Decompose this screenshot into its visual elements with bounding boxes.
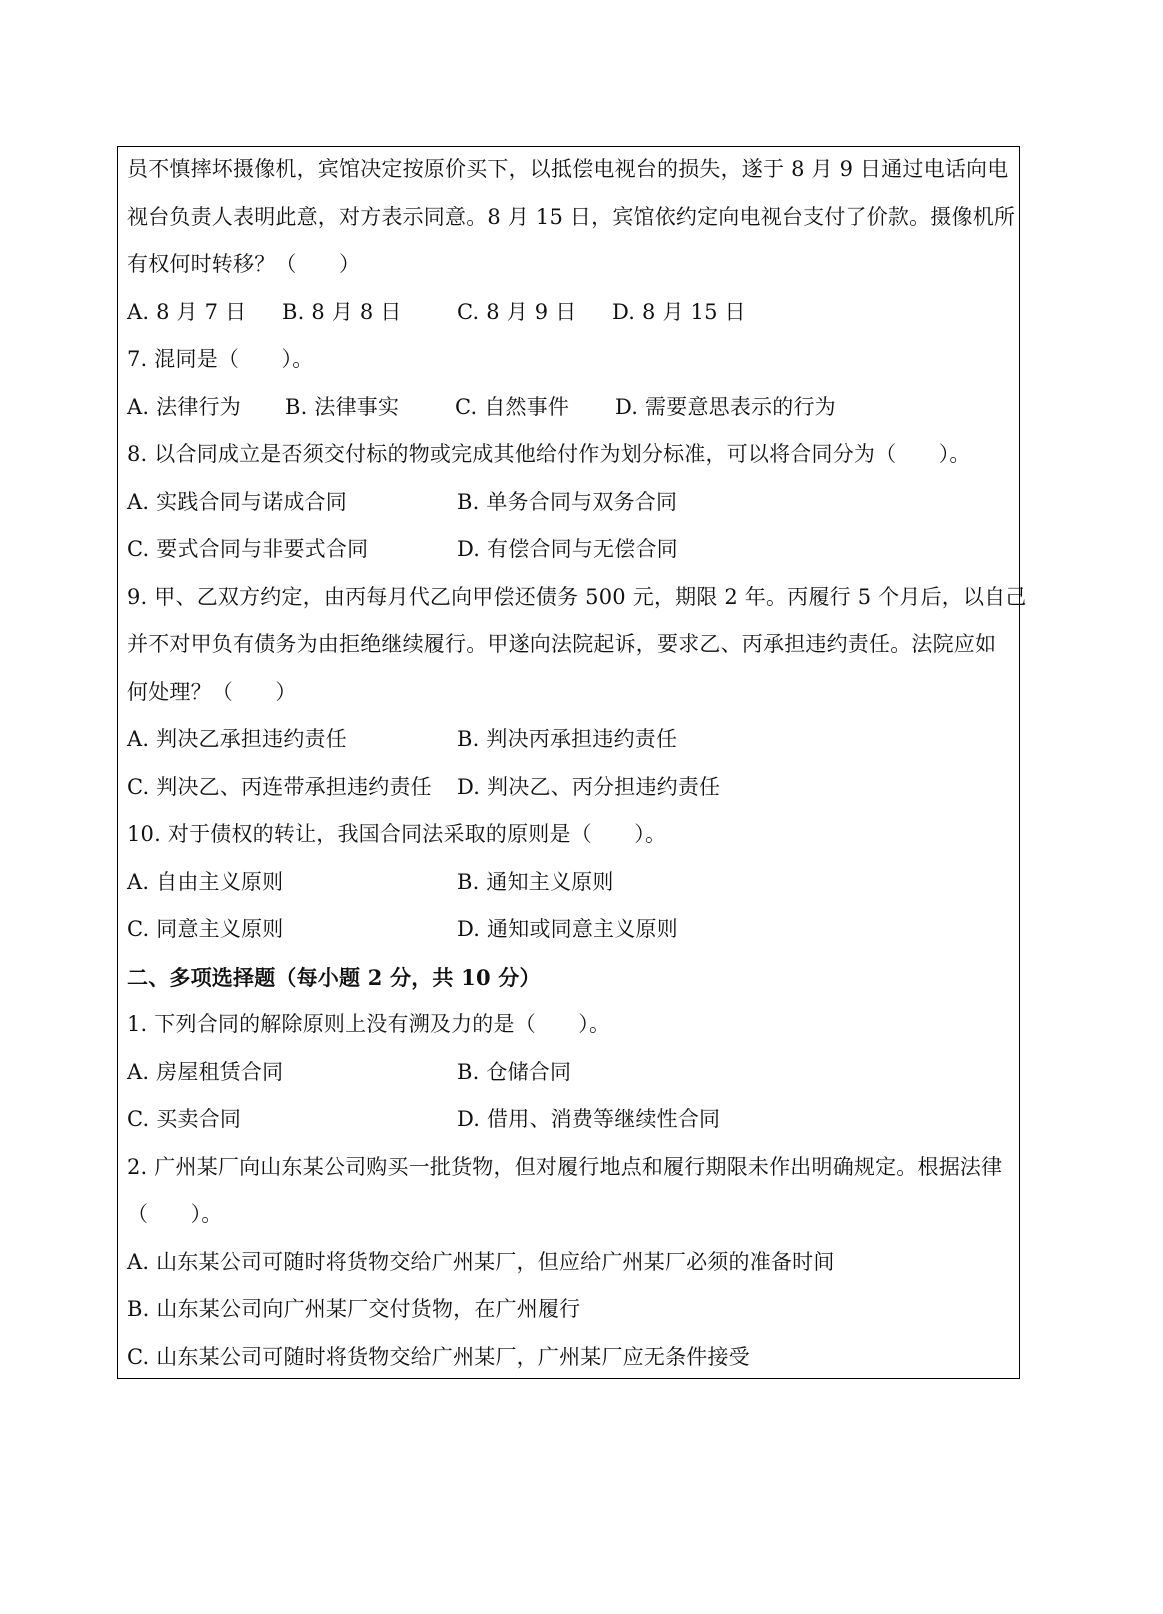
option-d: D. 通知或同意主义原则: [457, 917, 678, 941]
option-c: C. 8 月 9 日: [457, 299, 577, 324]
option-b: B. 通知主义原则: [457, 869, 614, 894]
options-row: [127, 289, 1007, 337]
options-row: [127, 859, 1007, 907]
options-row: [127, 1096, 1007, 1144]
option-c: C. 同意主义原则: [127, 917, 284, 941]
options-row: [127, 716, 1007, 764]
option-b: B. 法律事实: [285, 394, 400, 419]
option-b: B. 山东某公司向广州某厂交付货物，在广州履行: [127, 1297, 581, 1321]
option-b: B. 8 月 8 日: [282, 299, 402, 324]
text-line: 员不慎摔坏摄像机，宾馆决定按原价买下，以抵偿电视台的损失，遂于 8 月 9 日通过电话向电: [127, 157, 1009, 181]
option-a: A. 8 月 7 日: [127, 299, 247, 324]
text-line: （ ）。: [127, 1202, 223, 1226]
option-d: D. 有偿合同与无偿合同: [457, 537, 678, 561]
multi-question-2: 2. 广州某厂向山东某公司购买一批货物，但对履行地点和履行期限未作出明确规定。根据法律: [127, 1154, 1003, 1179]
options-row: [127, 526, 1007, 574]
option-d: D. 需要意思表示的行为: [615, 394, 836, 419]
option-a: A. 房屋租赁合同: [127, 1059, 284, 1084]
option-c: C. 自然事件: [455, 394, 570, 419]
text-line: 并不对甲负有债务为由拒绝继续履行。甲遂向法院起诉，要求乙、丙承担违约责任。法院应如: [127, 632, 997, 656]
question-10: 10. 对于债权的转让，我国合同法采取的原则是（ ）。: [127, 822, 667, 846]
text-line: 有权何时转移？（ ）: [127, 252, 361, 276]
question-7: 7. 混同是（ ）。: [127, 347, 314, 371]
option-d: D. 借用、消费等继续性合同: [457, 1107, 721, 1131]
option-d: D. 判决乙、丙分担违约责任: [457, 774, 721, 799]
section-heading: 二、多项选择题（每小题 2 分，共 10 分）: [127, 964, 541, 990]
multi-question-1: 1. 下列合同的解除原则上没有溯及力的是（ ）。: [127, 1012, 611, 1036]
question-8: 8. 以合同成立是否须交付标的物或完成其他给付作为划分标准，可以将合同分为（ ）。: [127, 442, 971, 466]
option-c: C. 山东某公司可随时将货物交给广州某厂，广州某厂应无条件接受: [127, 1344, 750, 1369]
option-b: B. 单务合同与双务合同: [457, 489, 678, 514]
options-row: [127, 764, 1007, 812]
options-row: [127, 1049, 1007, 1097]
document-content: [127, 146, 1027, 1381]
option-a: A. 山东某公司可随时将货物交给广州某厂，但应给广州某厂必须的准备时间: [127, 1249, 835, 1274]
option-b: B. 仓储合同: [457, 1059, 572, 1084]
option-a: A. 判决乙承担违约责任: [127, 727, 347, 751]
options-row: [127, 479, 1007, 527]
option-b: B. 判决丙承担违约责任: [457, 727, 678, 751]
option-c: C. 判决乙、丙连带承担违约责任: [127, 774, 432, 799]
question-9: 9. 甲、乙双方约定，由丙每月代乙向甲偿还债务 500 元，期限 2 年。丙履行 5 个月后，以自己: [127, 584, 1027, 609]
option-c: C. 要式合同与非要式合同: [127, 537, 369, 561]
option-d: D. 8 月 15 日: [612, 299, 746, 324]
options-row: [127, 906, 1007, 954]
text-line: 视台负责人表明此意，对方表示同意。8 月 15 日，宾馆依约定向电视台支付了价款。摄像机所: [127, 204, 1016, 229]
option-c: C. 买卖合同: [127, 1107, 242, 1131]
option-a: A. 法律行为: [127, 394, 241, 419]
option-a: A. 自由主义原则: [127, 869, 284, 894]
options-row: [127, 384, 1007, 432]
text-line: 何处理？（ ）: [127, 679, 297, 704]
option-a: A. 实践合同与诺成合同: [127, 489, 347, 514]
